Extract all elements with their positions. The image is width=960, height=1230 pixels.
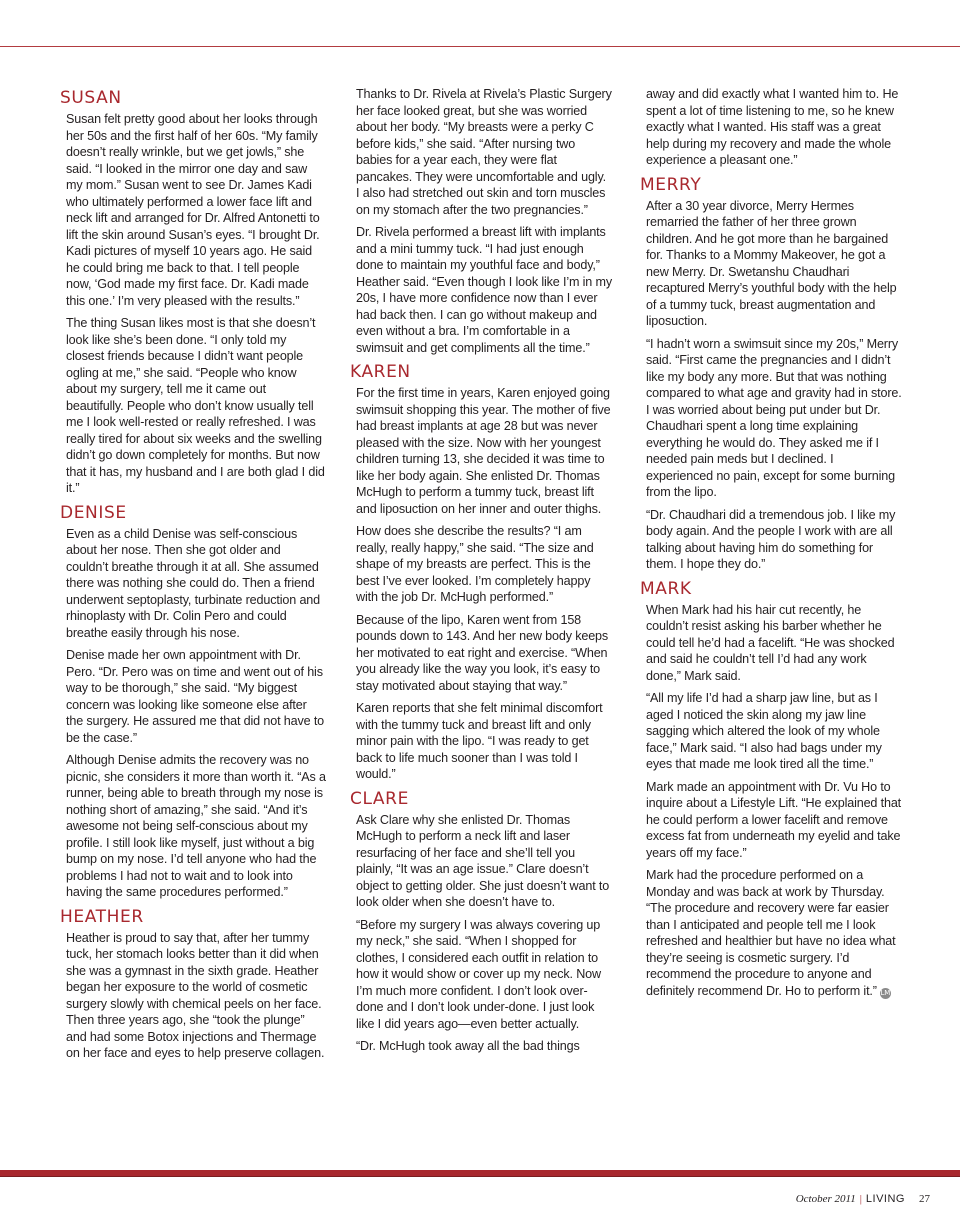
- magazine-name: LIVING: [865, 1193, 905, 1205]
- paragraph: Denise made her own appointment with Dr. Pero. “Dr. Pero was on time and went out of his way to be thorough,” she said. “My biggest concern was looking like someone else after the surgery. He assured me that did not have to be the case.”: [66, 648, 325, 745]
- issue-date: October 2011: [795, 1193, 856, 1205]
- paragraph: Susan felt pretty good about her looks through her 50s and the first half of her 60s. “My family doesn’t really wrinkle, but we get jowls,” she said. “I looked in the mirror one day and saw my mom.” Susan went to see Dr. James Kadi who ultimately performed a lower face lift and neck lift and arranged for Dr. Alfred Antonetti to lift the skin around Susan’s eyes. “I brought Dr. Kadi pictures of myself 10 years ago. He said he could bring me back to that. I tell people now, ‘God made my first face. Dr. Kadi made this one.’ I’m very pleased with the results.”: [66, 112, 320, 308]
- paragraph: Karen reports that she felt minimal discomfort with the tummy tuck and breast lift and only minor pain with the lipo. “I was ready to get back to life much sooner than I was told I would.”: [356, 701, 603, 781]
- section-heading-susan: SUSAN: [60, 88, 122, 108]
- paragraph: away and did exactly what I wanted him to. He spent a lot of time listening to me, so he knew exactly what I wanted. His staff was a great help during my recovery and made the whole experience a pleasant one.”: [646, 87, 899, 167]
- paragraph: “Before my surgery I was always covering up my neck,” she said. “When I shopped for clothes, I considered each outfit in relation to how it would show or cover up my neck. Now I’m much more confident. I don’t look over-done and I don’t look under-done. I just look like I did years ago—even better actually.: [356, 917, 601, 1031]
- paragraph: Because of the lipo, Karen went from 158 pounds down to 143. And her new body keeps her motivated to eat right and exercise. “When you already like the way you look, it’s easy to stay motivated about staying that way.”: [356, 612, 609, 693]
- bottom-rule: [0, 1170, 960, 1177]
- paragraph: How does she describe the results? “I am really, really happy,” she said. “The size and shape of my breasts are perfect. This is the best I’ve ever looked. I’m completely happy with the job Dr. McHugh performed.”: [356, 524, 594, 604]
- paragraph: Thanks to Dr. Rivela at Rivela’s Plastic Surgery her face looked great, but she was worried about her body. “My breasts were a perky C before kids,” she said. “After nursing two babies for a year each, they were flat pancakes. They were uncomfortable and ugly. I also had stretched out skin and torn muscles on my stomach after the two pregnancies.”: [356, 87, 612, 217]
- paragraph: “I hadn’t worn a swimsuit since my 20s,” Merry said. “First came the pregnancies and I didn’t like my body any more. But that was nothing compared to what age and gravity had in store. I was worried about being put under but Dr. Chaudhari spent a long time explaining everything he would do. They asked me if I needed pain meds but I declined. I experienced no pain, except for some burning from the lipo.: [646, 336, 902, 499]
- paragraph: The thing Susan likes most is that she doesn’t look like she’s been done. “I only told my closest friends because I didn’t want people ogling at me,” she said. “People who know about my surgery, tell me it came out beautifully. People who don’t know usually tell me I look well-rested or really refreshed. I was really tired for about six weeks and the swelling didn’t go down completely for months. But now that it has, my husband and I are both glad I did it.”: [66, 316, 325, 495]
- paragraph: Although Denise admits the recovery was no picnic, she considers it more than worth it. “As a runner, being able to breath through my nose is nothing short of amazing,” she said. “And it’s awesome not being self-conscious about my profile. I still look like myself, just without a big bump on my nose. I’d tell anyone who had the problems I had not to wait and to look into having the same procedures performed.”: [66, 753, 326, 899]
- paragraph: Even as a child Denise was self-conscious about her nose. Then she got older and couldn’t breathe through it at all. She assumed there was nothing she could do. Then a friend underwent septoplasty, turbinate reduction and rhinoplasty with Dr. Colin Pero and could breathe easily through his nose.: [66, 526, 321, 640]
- section-heading-denise: DENISE: [60, 502, 127, 523]
- paragraph-text: Mark had the procedure performed on a Monday and was back at work by Thursday. “The procedure and recovery were far easier than I anticipated and people tell me I look refreshed and healthier but have no idea what they’re seeing is cosmetic surgery. I’d recommend the procedure to anyone and definitely recommend Dr. Ho to perform it.”: [646, 868, 896, 998]
- paragraph: Mark made an appointment with Dr. Vu Ho to inquire about a Lifestyle Lift. “He explained that he could perform a lower facelift and remove excess fat from underneath my eyelid and take years off my face.”: [646, 779, 902, 860]
- section-heading-clare: CLARE: [350, 788, 409, 809]
- section-heading-heather: HEATHER: [60, 906, 144, 927]
- paragraph: When Mark had his hair cut recently, he couldn’t resist asking his barber whether he could tell he’d had a facelift. “He was shocked and said he couldn’t tell I’d had any work done,” Mark said.: [646, 602, 895, 683]
- paragraph: Heather is proud to say that, after her tummy tuck, her stomach looks better than it did when she was a gymnast in the sixth grade. Heather began her exposure to the world of cosmetic surgery slowly with chemical peels on her face. Then three years ago, she “took the plunge” and had some Botox injections and Thermage on her face and eyes to help preserve collagen.: [66, 930, 325, 1060]
- top-rule: [0, 46, 960, 47]
- footer-separator: |: [859, 1193, 862, 1205]
- paragraph: “All my life I’d had a sharp jaw line, but as I aged I noticed the skin along my jaw line sagging which altered the look of my whole face,” Mark said. “I also had bags under my eyes that made me look tired all the time.”: [646, 691, 882, 771]
- column-2: [350, 86, 612, 1061]
- paragraph-final: [646, 867, 902, 999]
- section-heading-mark: MARK: [640, 578, 692, 599]
- paragraph: Dr. Rivela performed a breast lift with implants and a mini tummy tuck. “I had just enough done to maintain my youthful face and body,” Heather said. “Even though I look like I’m in my 20s, I have more confidence now than I ever had back then. I can go without makeup and even without a bra. I’m comfortable in a swimsuit and get compliments all the time.”: [356, 225, 612, 355]
- page-number: 27: [919, 1193, 930, 1205]
- paragraph: After a 30 year divorce, Merry Hermes remarried the father of her three grown children. And he got more than he bargained for. Thanks to a Mommy Makeover, he got a new Merry. Dr. Swetanshu Chaudhari recaptured Merry’s youthful body with the help of a tummy tuck, breast augmentation and liposuction.: [646, 198, 897, 328]
- column-3: [640, 86, 902, 1005]
- section-heading-merry: MERRY: [640, 174, 702, 195]
- page-footer: [796, 1193, 930, 1205]
- paragraph: “Dr. Chaudhari did a tremendous job. I like my body again. And the people I work with are all talking about having him do something for them. I hope they do.”: [646, 507, 896, 571]
- column-1: [60, 88, 326, 1068]
- section-heading-karen: KAREN: [350, 362, 411, 382]
- paragraph: Ask Clare why she enlisted Dr. Thomas McHugh to perform a neck lift and laser resurfacing of her face and she’ll tell you plainly, “It was an age issue.” Clare doesn’t object to getting older. She just doesn’t want to look older when she doesn’t have to.: [356, 812, 610, 909]
- paragraph: “Dr. McHugh took away all the bad things: [356, 1039, 580, 1053]
- paragraph: For the first time in years, Karen enjoyed going swimsuit shopping this year. The mother of five had breast implants at age 28 but was never pleased with the size. Now with her youngest children turning 13, she decided it was time to like her body again. She enlisted Dr. Thomas McHugh to perform a tummy tuck, breast lift and liposuction on her inner and outer thighs.: [356, 386, 611, 516]
- end-mark-icon: LM: [880, 988, 891, 997]
